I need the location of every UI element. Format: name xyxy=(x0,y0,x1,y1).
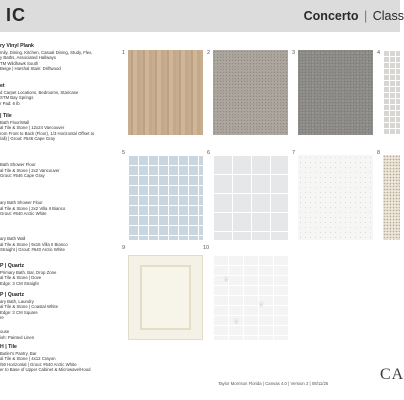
spec-list xyxy=(0,44,112,394)
section-line: Primary Bath, Bar, Drop Zone xyxy=(0,269,57,275)
blue-mosaic-swatch[interactable] xyxy=(128,155,203,240)
section-line: er to Base of Upper Cabinet & Microwave/Hood xyxy=(0,367,91,373)
section-title: ry Vinyl Plank xyxy=(0,43,34,49)
swatch-number: 1 xyxy=(122,50,126,56)
white-quartz-swatch[interactable] xyxy=(298,155,373,240)
carpet-swatch[interactable] xyxy=(213,50,288,135)
footer-text: Taylor Morrison Florida | Canvas 4.0 | Version 2 | 08/11/25 xyxy=(218,381,329,386)
spec-section-quartz-1 xyxy=(0,264,112,286)
vinyl-plank-wood-swatch[interactable] xyxy=(128,50,203,135)
speckled-quartz-swatch[interactable] xyxy=(383,155,400,240)
spec-section-shower-floor xyxy=(0,162,112,179)
section-line: mily, Dining, Kitchen, Casual Dining, Study, Flex, xyxy=(0,49,93,55)
section-title: et xyxy=(0,83,5,89)
title-sub: Class xyxy=(372,9,404,23)
section-line: d Carpet Locations, Bedrooms, Staircase xyxy=(0,89,79,95)
section-line: ouse xyxy=(0,329,10,334)
swatch-number: 6 xyxy=(207,150,211,156)
section-title: P | Quartz xyxy=(0,263,25,269)
section-title: P | Quartz xyxy=(0,292,25,298)
section-line: re xyxy=(0,315,4,321)
spec-section-backsplash xyxy=(0,345,112,373)
section-line: al Tile & Stone | 4x12 Crayon xyxy=(0,356,56,362)
palm-pattern-icon: ❦ xyxy=(223,275,230,284)
section-line: Edge: 3 CM Straight xyxy=(0,280,39,286)
section-line: Butler's Pantry, Bar xyxy=(0,350,37,356)
brand-title: IC xyxy=(6,5,26,25)
section-line: STM Bay Springs xyxy=(0,95,34,101)
grid-tile-swatch[interactable] xyxy=(383,50,400,135)
spec-section-primary-bath-tile xyxy=(0,114,112,142)
section-line: al Tile & Stone | 9x16 Villa II Bianco xyxy=(0,241,68,247)
title-main: Concerto xyxy=(303,9,359,23)
section-line: TM Wildhawk South xyxy=(0,60,39,66)
section-line: /50 Horizontal | Grout: #640 Arctic White xyxy=(0,361,77,367)
section-title: H | Tile xyxy=(0,344,17,350)
swatch-number: 8 xyxy=(377,150,381,156)
section-line: Straight | Grout: #640 Arctic White xyxy=(0,247,65,253)
section-title: | Tile xyxy=(0,113,12,119)
section-line: Grout: #546 Cape Gray xyxy=(0,173,45,179)
cabinet-door-swatch[interactable] xyxy=(128,255,203,340)
section-line: rom Front to Back (Floor), 1/3 Horizontal Offset to xyxy=(0,130,95,136)
header-bar xyxy=(0,0,404,32)
section-line: al Tile & Stone | Dove xyxy=(0,275,42,281)
spec-section-secondary-wall xyxy=(0,236,112,253)
white-square-tile-swatch[interactable] xyxy=(213,155,288,240)
swatch-number: 5 xyxy=(122,150,126,156)
section-line: ish: Painted Linen xyxy=(0,334,35,340)
section-line: y Baths, Associated Hallways xyxy=(0,55,56,61)
cabinet-panel xyxy=(140,265,191,330)
section-line: al Tile & Stone | 12x24 Vancouver xyxy=(0,125,65,131)
spec-section-cabinet xyxy=(0,329,112,340)
palm-pattern-icon: ❦ xyxy=(233,317,240,326)
section-line: Bath Floor/Wall xyxy=(0,119,30,125)
swatch-number: 9 xyxy=(122,245,126,251)
section-line: ary Bath, Laundry xyxy=(0,298,34,304)
page-title xyxy=(304,9,404,23)
section-line: al Tile & Stone | 2x2 Villa II Bianco xyxy=(0,205,66,211)
spec-section-vinyl xyxy=(0,44,112,72)
swatch-number: 3 xyxy=(292,50,296,56)
title-separator: | xyxy=(364,9,368,23)
section-line: Bath Shower Floor xyxy=(0,162,36,167)
gray-tile-swatch[interactable] xyxy=(298,50,373,135)
spec-section-quartz-2 xyxy=(0,293,112,321)
crayon-backsplash-swatch[interactable] xyxy=(213,255,288,340)
section-line: Edge: 3 CM Square xyxy=(0,309,38,315)
section-line: ary Bath Shower Floor xyxy=(0,200,43,205)
section-line: ary Bath Wall xyxy=(0,236,26,241)
swatch-number: 10 xyxy=(203,245,210,251)
section-line: Beige | Harshal Stain: Driftwood xyxy=(0,66,61,72)
section-line: Grout: #640 Arctic White xyxy=(0,211,47,217)
swatch-number: 7 xyxy=(292,150,296,156)
spec-section-carpet xyxy=(0,84,112,106)
section-line: /all) | Grout: #546 Cape Gray xyxy=(0,136,56,142)
section-line: al Tile & Stone | 2x2 Vancouver xyxy=(0,167,60,173)
spec-section-secondary-shower xyxy=(0,200,112,217)
section-line: al Tile & Stone | Coastal White xyxy=(0,304,58,310)
swatch-number: 2 xyxy=(207,50,211,56)
section-line: r Pad: 6 lb xyxy=(0,100,20,106)
swatch-number: 4 xyxy=(377,50,381,56)
palm-pattern-icon: ❦ xyxy=(258,300,265,309)
company-logo: CA xyxy=(380,366,404,383)
